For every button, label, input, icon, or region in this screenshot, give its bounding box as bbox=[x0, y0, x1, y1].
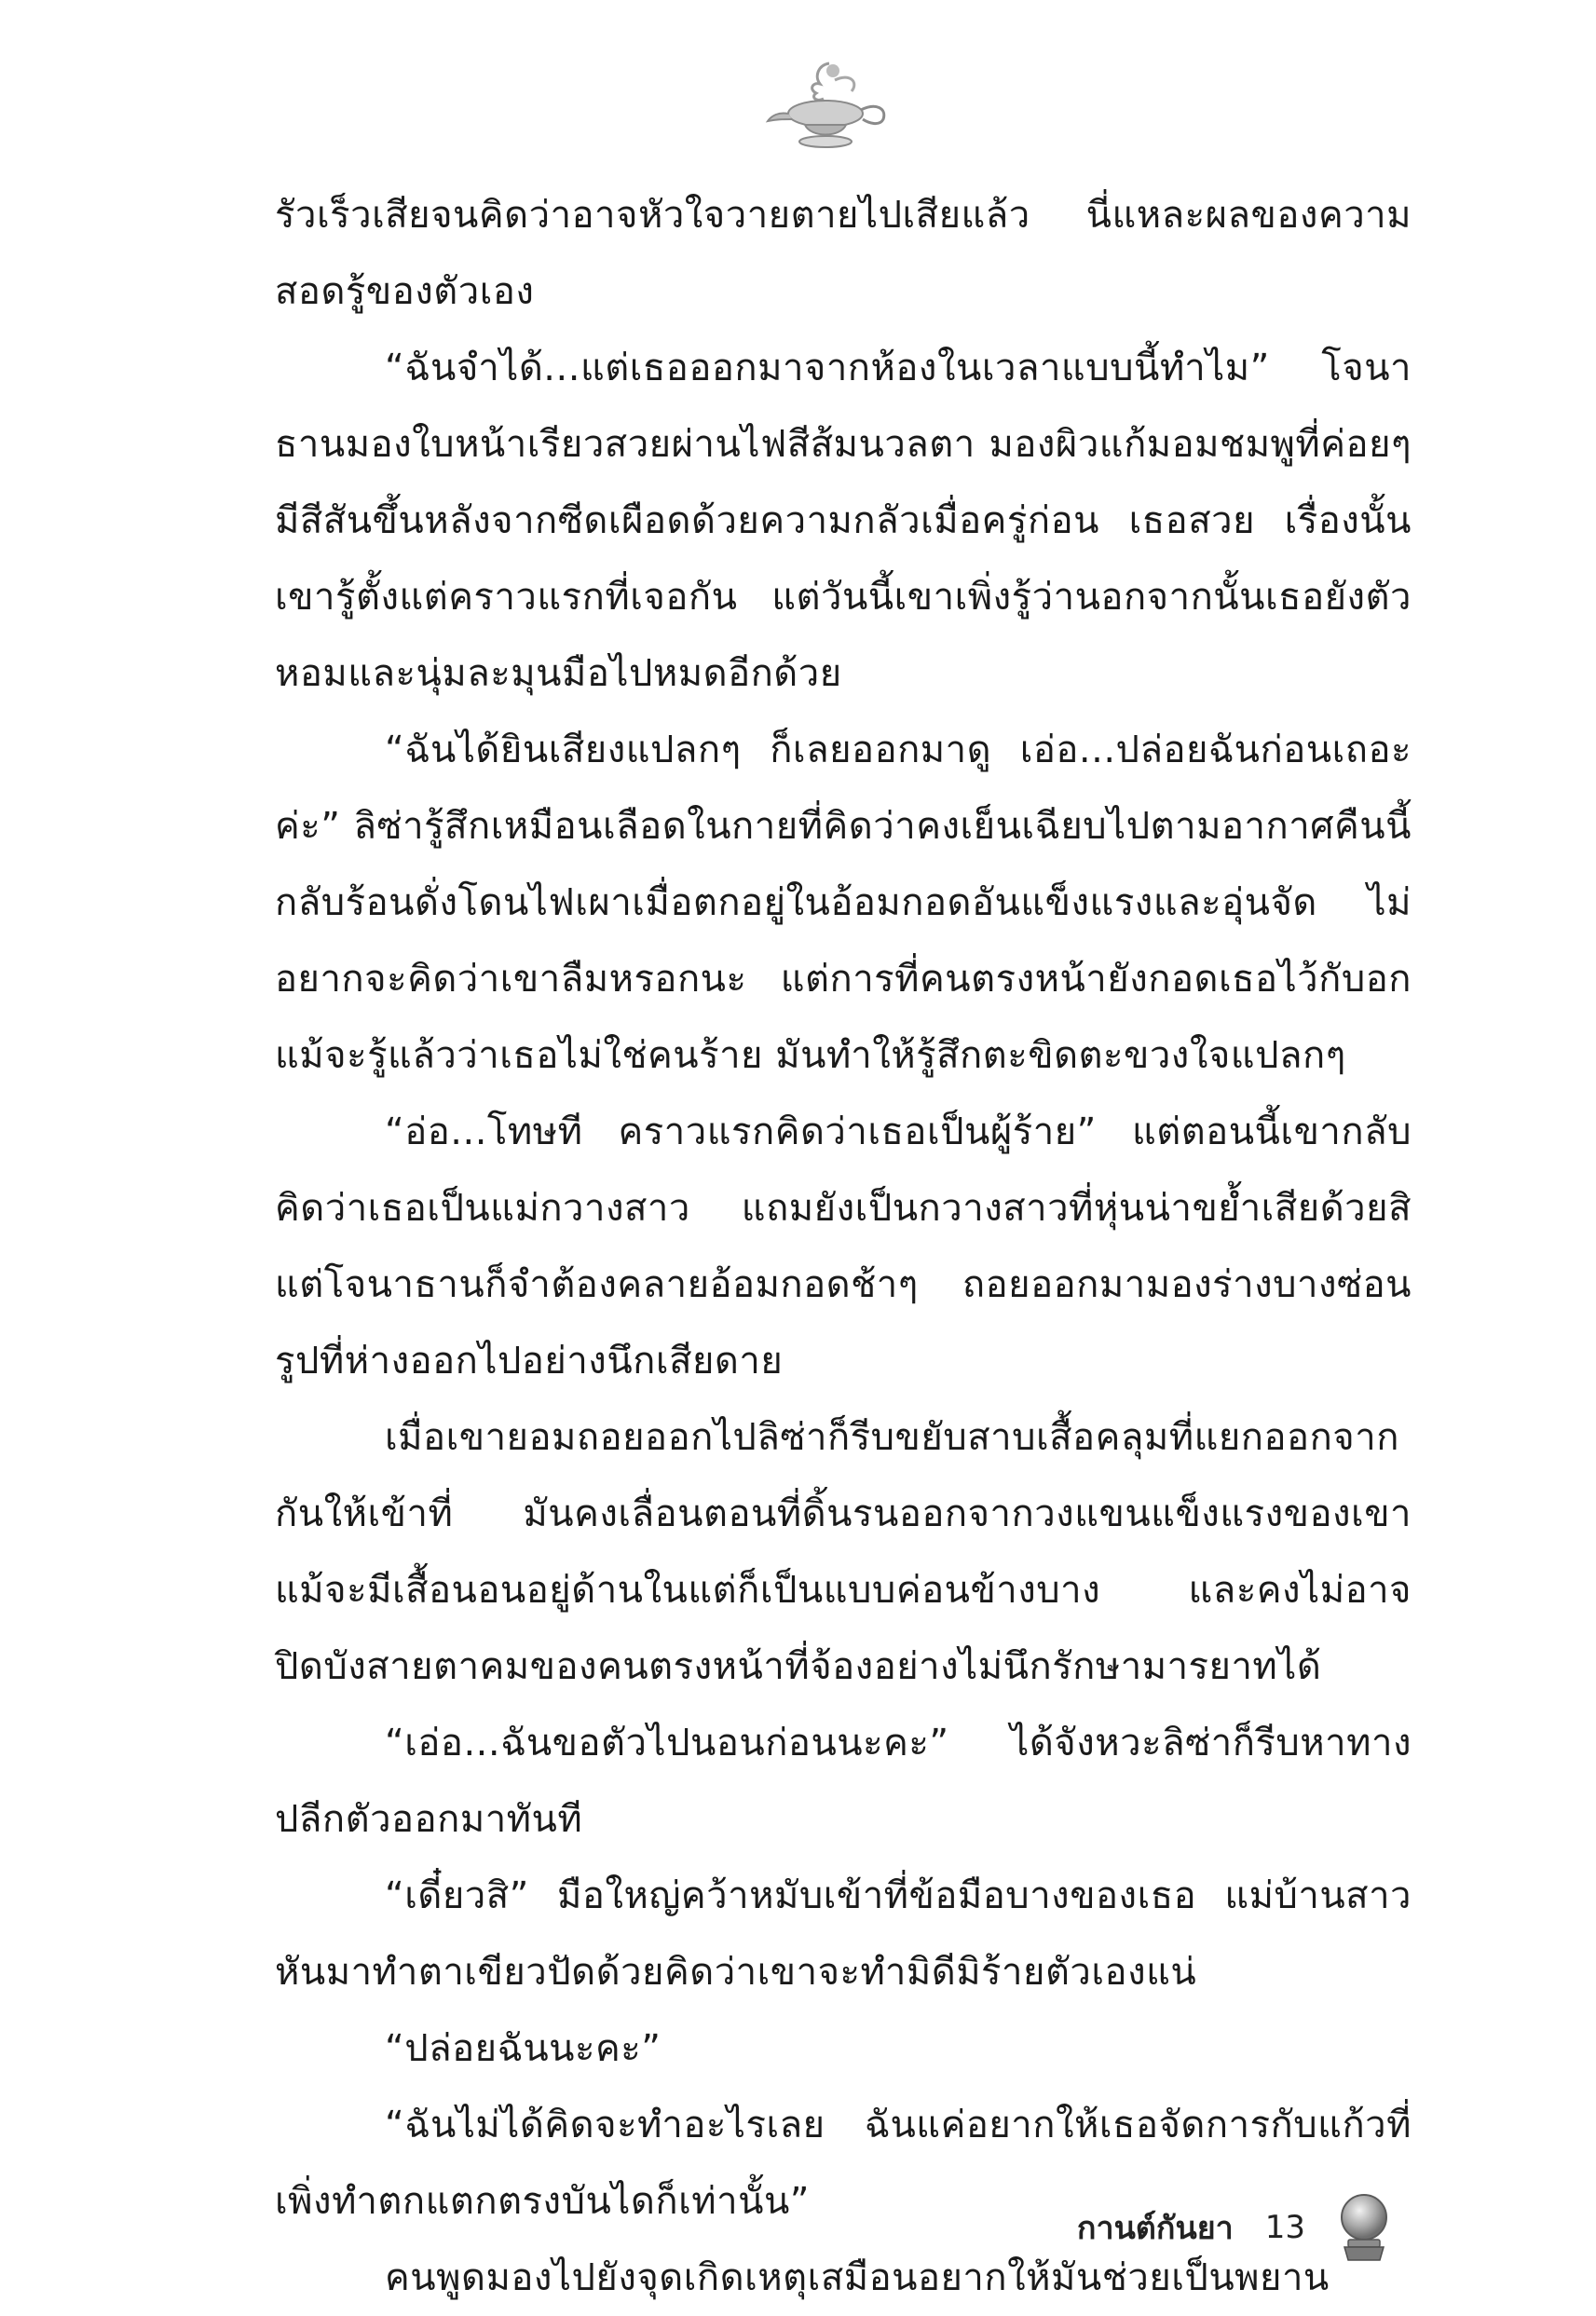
paragraph: “เอ่อ...ฉันขอตัวไปนอนก่อนนะคะ” ได้จังหวะลิซ่าก็รีบหาทางปลีกตัวออกมาทันที bbox=[275, 1722, 1412, 1841]
paragraph: “ฉันไม่ได้คิดจะทำอะไรเลย ฉันแค่อยากให้เธอจัดการกับแก้วที่เพิ่งทำตกแตกตรงบันไดก็เท่านั้น” bbox=[275, 2104, 1412, 2223]
paragraph: เมื่อเขายอมถอยออกไปลิซ่าก็รีบขยับสาบเสื้อคลุมที่แยกออกจากกันให้เข้าที่ มันคงเลื่อนตอนที่ดิ้นรนออกจากวงแขนแข็งแรงของเขา แม้จะมีเสื้อนอนอยู่ด้านในแต่ก็เป็นแบบค่อนข้างบาง และคงไม่อาจปิดบังสายตาคมของคนตรงหน้าที่จ้องอย่างไม่นึกรักษามารยาทได้ bbox=[275, 1416, 1412, 1688]
page-body bbox=[275, 177, 1412, 2316]
paragraph: “ฉันได้ยินเสียงแปลกๆ ก็เลยออกมาดู เอ่อ...ปล่อยฉันก่อนเถอะค่ะ” ลิซ่ารู้สึกเหมือนเลือดในกายที่คิดว่าคงเย็นเฉียบไปตามอากาศคืนนี้กลับร้อนดั่งโดนไฟเผาเมื่อตกอยู่ในอ้อมกอดอันแข็งแรงและอุ่นจัด ไม่อยากจะคิดว่าเขาลืมหรอกนะ แต่การที่คนตรงหน้ายังกอดเธอไว้กับอกแม้จะรู้แล้วว่าเธอไม่ใช่คนร้าย มันทำให้รู้สึกตะขิดตะขวงใจแปลกๆ bbox=[275, 729, 1412, 1077]
page-number: 13 bbox=[1264, 2209, 1305, 2246]
paragraph: รัวเร็วเสียจนคิดว่าอาจหัวใจวายตายไปเสียแล้ว นี่แหละผลของความสอดรู้ของตัวเอง bbox=[275, 194, 1412, 313]
paragraph: คนพูดมองไปยังจุดเกิดเหตุเสมือนอยากให้มันช่วยเป็นพยาน bbox=[385, 2256, 1330, 2299]
paragraph: “ปล่อยฉันนะคะ” bbox=[385, 2027, 662, 2070]
book-title: กานต์กันยา bbox=[1076, 2210, 1234, 2247]
genie-lamp-icon bbox=[764, 54, 894, 157]
paragraph: “เดี๋ยวสิ” มือใหญ่คว้าหมับเข้าที่ข้อมือบางของเธอ แม่บ้านสาวหันมาทำตาเขียวปัดด้วยคิดว่าเขาจะทำมิดีมิร้ายตัวเองแน่ bbox=[275, 1874, 1412, 1994]
crystal-ball-icon bbox=[1337, 2191, 1391, 2264]
paragraph: “ฉันจำได้...แต่เธอออกมาจากห้องในเวลาแบบนี้ทำไม” โจนาธานมองใบหน้าเรียวสวยผ่านไฟสีส้มนวลตา มองผิวแก้มอมชมพูที่ค่อยๆ มีสีสันขึ้นหลังจากซีดเผือดด้วยความกลัวเมื่อครู่ก่อน เธอสวย เรื่องนั้นเขารู้ตั้งแต่คราวแรกที่เจอกัน แต่วันนี้เขาเพิ่งรู้ว่านอกจากนั้นเธอยังตัวหอมและนุ่มละมุนมือไปหมดอีกด้วย bbox=[275, 347, 1412, 695]
page-footer bbox=[1077, 2191, 1391, 2264]
paragraph: “อ่อ...โทษที คราวแรกคิดว่าเธอเป็นผู้ร้าย” แต่ตอนนี้เขากลับคิดว่าเธอเป็นแม่กวางสาว แถมยังเป็นกวางสาวที่หุ่นน่าขย้ำเสียด้วยสิ แต่โจนาธานก็จำต้องคลายอ้อมกอดช้าๆ ถอยออกมามองร่างบางซ่อนรูปที่ห่างออกไปอย่างนึกเสียดาย bbox=[275, 1110, 1412, 1383]
